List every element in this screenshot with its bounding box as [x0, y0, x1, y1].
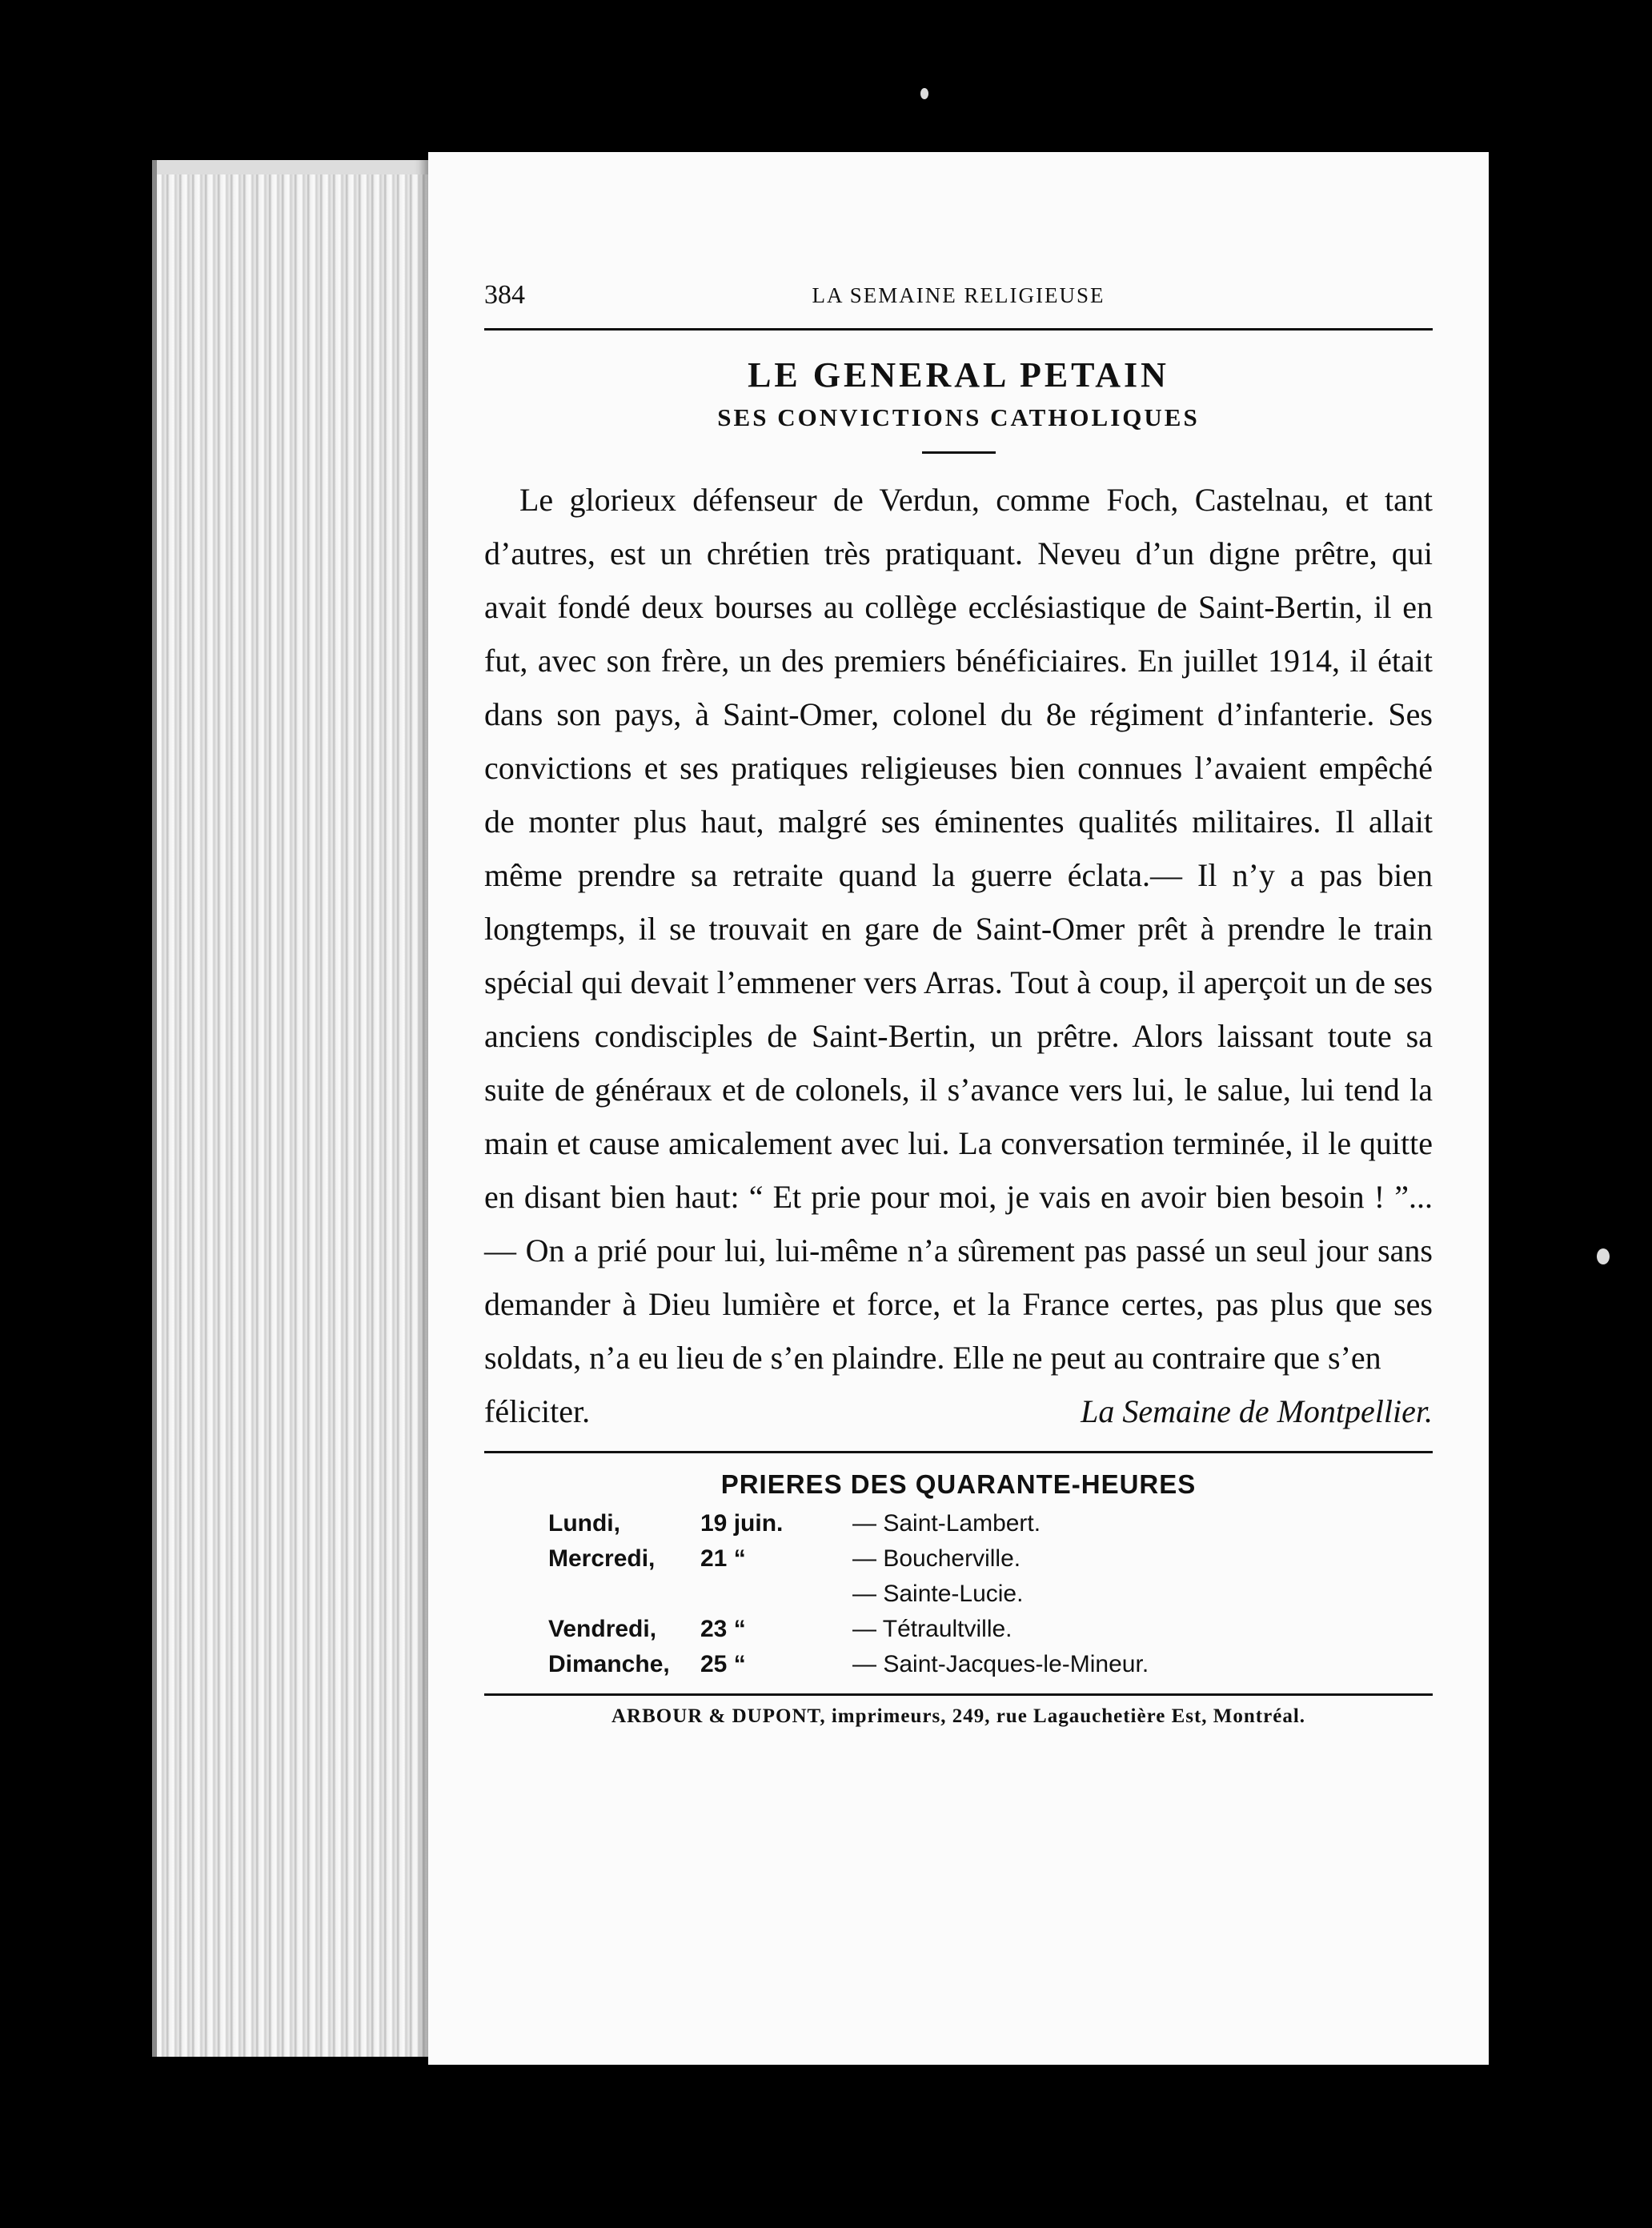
schedule-place: — Saint-Lambert. [852, 1510, 1041, 1537]
schedule-day: Vendredi, [548, 1616, 657, 1642]
schedule-place: — Sainte-Lucie. [852, 1581, 1024, 1607]
book-page [428, 152, 1489, 2065]
signature-line [484, 1384, 1433, 1438]
schedule-place: — Boucherville. [852, 1545, 1021, 1572]
schedule-row [548, 1612, 1433, 1647]
article-body: Le glorieux défenseur de Verdun, comme Foch, Castelnau, et tant d’autres, est un chrétien très pratiquant. Neveu d’un digne prêtre, qui avait fondé deux bourses au collège ecclésiastique de Saint-Bertin, il en fut, avec son frère, un des premiers bénéficiaires. En juillet 1914, il était dans son pays, à Saint-Omer, colonel du 8e régiment d’infanterie. Ses convictions et ses pratiques religieuses bien connues l’avaient empêché de monter plus haut, malgré ses éminentes qualités militaires. Il allait même prendre sa retraite quand la guerre éclata.— Il n’y a pas bien longtemps, il se trouvait en gare de Saint-Omer prêt à prendre le train spécial qui devait l’emmener vers Arras. Tout à coup, il aperçoit un de ses anciens condisciples de Saint-Bertin, un prêtre. Alors laissant toute sa suite de généraux et de colonels, il s’avance vers lui, le salue, lui tend la main et cause amicalement avec lui. La conversation terminée, il le quitte en disant bien haut: “ Et prie pour moi, je vais en avoir bien besoin ! ”... — On a prié pour lui, lui-même n’a sûrement pas passé un seul jour sans demander à Dieu lumière et force, et la France certes, pas plus que ses soldats, n’a eu lieu de s’en plaindre. Elle ne peut au contraire que s’en [484, 482, 1433, 1376]
schedule-row [548, 1506, 1433, 1541]
schedule-row [548, 1647, 1433, 1682]
running-head [484, 280, 1433, 331]
schedule-date: 25 “ [700, 1651, 746, 1677]
prayers-title: PRIERES DES QUARANTE-HEURES [720, 1469, 1197, 1499]
article-last-word: féliciter. [484, 1393, 591, 1429]
schedule-row [548, 1577, 1433, 1612]
journal-title: LA SEMAINE RELIGIEUSE [812, 283, 1105, 307]
footer-rule [484, 1693, 1433, 1696]
schedule-day: Mercredi, [548, 1545, 656, 1572]
page-content [484, 280, 1433, 1728]
schedule-place: — Saint-Jacques-le-Mineur. [852, 1651, 1149, 1677]
schedule-place: — Tétraultville. [852, 1616, 1012, 1642]
schedule-day [548, 1577, 700, 1612]
background-speck [920, 88, 928, 99]
schedule-date: 23 “ [700, 1616, 746, 1642]
schedule-day: Lundi, [548, 1510, 620, 1537]
section-rule [484, 1451, 1433, 1453]
page-edges [152, 160, 437, 2057]
title-rule [922, 451, 996, 454]
schedule-day: Dimanche, [548, 1651, 670, 1677]
schedule-date: 21 “ [700, 1545, 746, 1572]
schedule-date: 19 juin. [700, 1510, 784, 1537]
prayer-schedule [548, 1506, 1433, 1682]
schedule-date [700, 1577, 852, 1612]
schedule-row [548, 1541, 1433, 1577]
article-source: La Semaine de Montpellier. [1081, 1393, 1433, 1429]
article-subtitle: SES CONVICTIONS CATHOLIQUES [717, 403, 1200, 431]
article-title: LE GENERAL PETAIN [748, 355, 1169, 395]
page-number: 384 [484, 280, 525, 310]
background-speck [1597, 1248, 1610, 1264]
open-book [152, 152, 1489, 2065]
printer-imprint: ARBOUR & DUPONT, imprimeurs, 249, rue Lagauchetière Est, Montréal. [611, 1705, 1306, 1727]
